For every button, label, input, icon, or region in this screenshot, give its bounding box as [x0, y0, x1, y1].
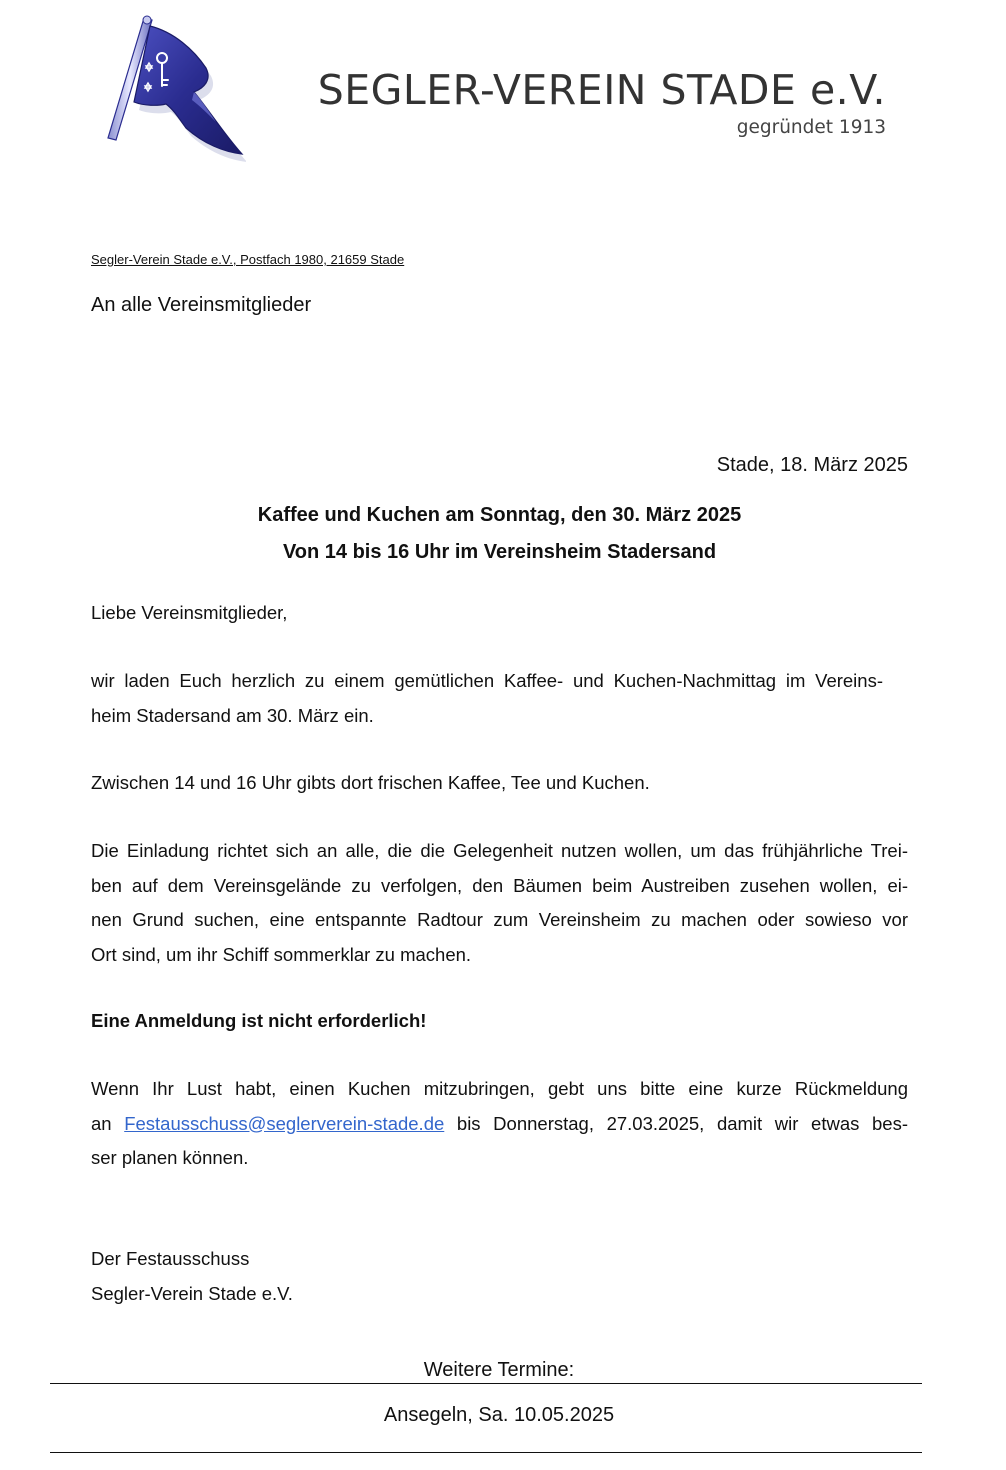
flag-icon: [96, 14, 246, 168]
further-dates-heading: Weitere Termine:: [423, 1359, 575, 1381]
paragraph-line: Zwischen 14 und 16 Uhr gibts dort frischen Kaffee, Tee und Kuchen.: [91, 772, 650, 793]
divider: [50, 1383, 922, 1384]
email-link[interactable]: Festausschuss@seglerverein-stade.de: [124, 1112, 445, 1134]
an-text: an: [91, 1112, 112, 1134]
notice-text: Eine Anmeldung ist nicht erforderlich!: [91, 1010, 427, 1031]
paragraph-line-rest: bis Donnerstag, 27.03.2025, damit wir etwas bes-: [456, 1112, 908, 1134]
subject-line-2: Von 14 bis 16 Uhr im Vereinsheim Stadersand: [282, 541, 717, 563]
signature-line-2: Segler-Verein Stade e.V.: [91, 1282, 293, 1304]
paragraph-details: [91, 834, 908, 972]
paragraph-feedback: [91, 1072, 908, 1176]
paragraph-line-with-email: [91, 1107, 908, 1142]
signature: [91, 1242, 908, 1311]
divider: [50, 1452, 922, 1453]
paragraph-line: heim Stadersand am 30. März ein.: [91, 704, 374, 726]
salutation: [91, 596, 908, 631]
paragraph-times: [91, 766, 908, 801]
paragraph-line: ser planen können.: [91, 1147, 249, 1168]
subject-line-1: Kaffee und Kuchen am Sonntag, den 30. März 2025: [257, 504, 742, 526]
salutation-text: Liebe Vereinsmitglieder,: [91, 602, 288, 623]
paragraph-line: ben auf dem Vereinsgelände zu verfolgen, den Bäumen beim Austreiben zusehen wollen, ei-: [91, 874, 908, 896]
recipient: An alle Vereinsmitglieder: [91, 294, 312, 316]
signature-line-1: Der Festausschuss: [91, 1248, 250, 1269]
paragraph-invitation: [91, 664, 883, 733]
sender-address-line: Segler-Verein Stade e.V., Postfach 1980, 21659 Stade: [91, 252, 405, 267]
event-date-item: Ansegeln, Sa. 10.05.2025: [383, 1404, 615, 1426]
paragraph-line: Wenn Ihr Lust habt, einen Kuchen mitzubringen, gebt uns bitte eine kurze Rückmeldung: [91, 1078, 908, 1099]
paragraph-line: wir laden Euch herzlich zu einem gemütlichen Kaffee- und Kuchen-Nachmittag im Vereins-: [91, 670, 883, 691]
paragraph-line: Die Einladung richtet sich an alle, die die Gelegenheit nutzen wollen, um das frühjährliche Trei-: [91, 840, 908, 861]
paragraph-line: nen Grund suchen, eine entspannte Radtour zum Vereinsheim zu machen oder sowieso vor: [91, 909, 908, 930]
club-name-heading: SEGLER-VEREIN STADE e.V.: [317, 66, 886, 114]
letter-date: Stade, 18. März 2025: [716, 454, 908, 476]
founded-subtitle: gegründet 1913: [736, 117, 886, 138]
club-flag-logo-icon: [96, 14, 246, 168]
registration-notice: [91, 1004, 908, 1039]
paragraph-line: Ort sind, um ihr Schiff sommerklar zu machen.: [91, 943, 472, 965]
